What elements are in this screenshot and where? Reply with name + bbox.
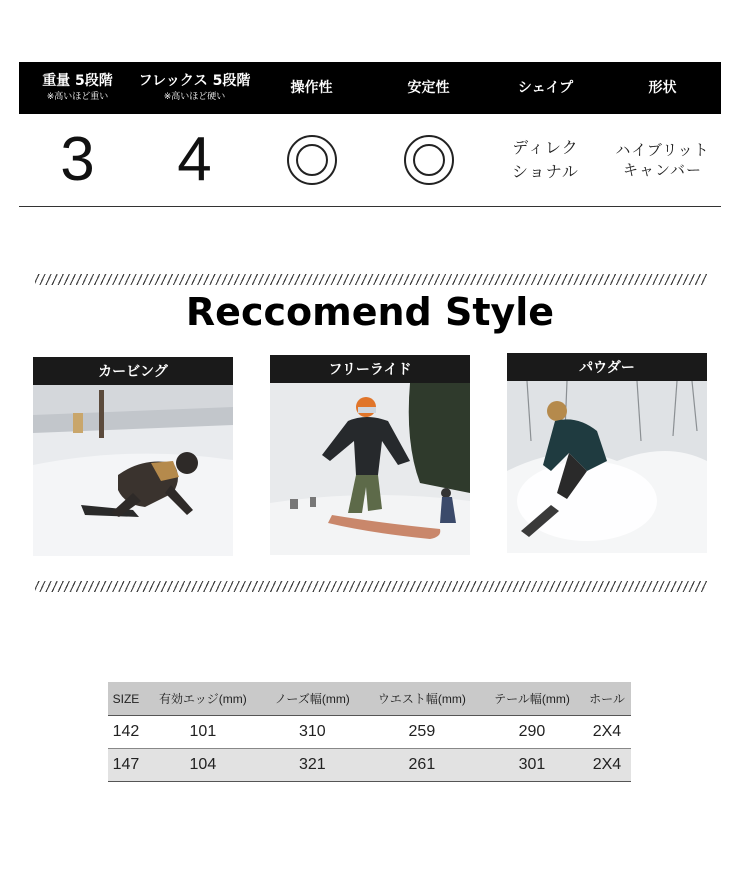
table-cell: 261 — [363, 749, 481, 782]
shape-line: ディレク — [512, 138, 579, 157]
size-cell: 142 — [108, 716, 144, 749]
double-circle-icon — [404, 135, 454, 185]
spec-handling-cell — [253, 114, 370, 206]
column-header: SIZE — [108, 682, 144, 716]
style-card-freeride — [270, 355, 470, 555]
profile-line: キャンバー — [623, 161, 702, 179]
shape-line: ショナル — [512, 162, 579, 181]
table-cell: 290 — [481, 716, 583, 749]
column-header: ホール — [583, 682, 631, 716]
spec-header-weight — [19, 62, 136, 114]
style-card-powder — [507, 353, 707, 553]
column-header: ノーズ幅(mm) — [262, 682, 363, 716]
spec-header-shape — [487, 62, 604, 114]
spec-header-label: 形状 — [648, 79, 677, 96]
recommend-style-title: Reccomend Style — [185, 290, 555, 334]
spec-header-flex — [136, 62, 253, 114]
profile-line: ハイブリット — [615, 141, 710, 159]
table-cell: 2X4 — [583, 716, 631, 749]
spec-header-profile — [604, 62, 721, 114]
spec-header-note: ※高いほど重い — [46, 92, 109, 102]
table-cell: 2X4 — [583, 749, 631, 782]
double-circle-icon — [287, 135, 337, 185]
spec-header-label: 重量 5段階 — [42, 73, 113, 89]
spec-header-note: ※高いほど硬い — [163, 92, 226, 102]
size-table — [108, 682, 631, 782]
table-row — [108, 749, 631, 782]
table-row — [108, 716, 631, 749]
style-label: カービング — [33, 357, 233, 385]
table-cell: 310 — [262, 716, 363, 749]
style-label: フリーライド — [270, 355, 470, 383]
spec-header-label: 安定性 — [407, 79, 450, 96]
hatched-divider — [35, 581, 707, 592]
size-cell: 147 — [108, 749, 144, 782]
column-header: 有効エッジ(mm) — [144, 682, 262, 716]
spec-weight-cell — [19, 114, 136, 206]
profile-value — [615, 140, 709, 180]
spec-stability-cell — [370, 114, 487, 206]
spec-shape-cell — [487, 114, 604, 206]
spec-table — [19, 62, 721, 207]
spec-flex-cell — [136, 114, 253, 206]
column-header: テール幅(mm) — [481, 682, 583, 716]
table-cell: 301 — [481, 749, 583, 782]
table-cell: 104 — [144, 749, 262, 782]
freeride-snowboarder-photo — [270, 383, 470, 555]
column-header: ウエスト幅(mm) — [363, 682, 481, 716]
style-card-carving — [33, 357, 233, 556]
size-table-header — [108, 682, 631, 716]
spec-header-stability — [370, 62, 487, 114]
hatched-divider — [35, 274, 707, 285]
carving-snowboarder-photo — [33, 385, 233, 556]
spec-header-label: フレックス 5段階 — [138, 73, 251, 89]
table-cell: 321 — [262, 749, 363, 782]
spec-header-label: 操作性 — [290, 79, 333, 96]
powder-snowboarder-photo — [507, 381, 707, 553]
table-cell: 259 — [363, 716, 481, 749]
flex-value: 4 — [177, 125, 212, 194]
table-cell: 101 — [144, 716, 262, 749]
spec-header-handling — [253, 62, 370, 114]
shape-value — [512, 136, 579, 184]
spec-value-row — [19, 114, 721, 207]
spec-header-label: シェイプ — [517, 79, 574, 96]
weight-value: 3 — [60, 125, 95, 194]
spec-header-row — [19, 62, 721, 114]
style-label: パウダー — [507, 353, 707, 381]
spec-profile-cell — [604, 114, 721, 206]
